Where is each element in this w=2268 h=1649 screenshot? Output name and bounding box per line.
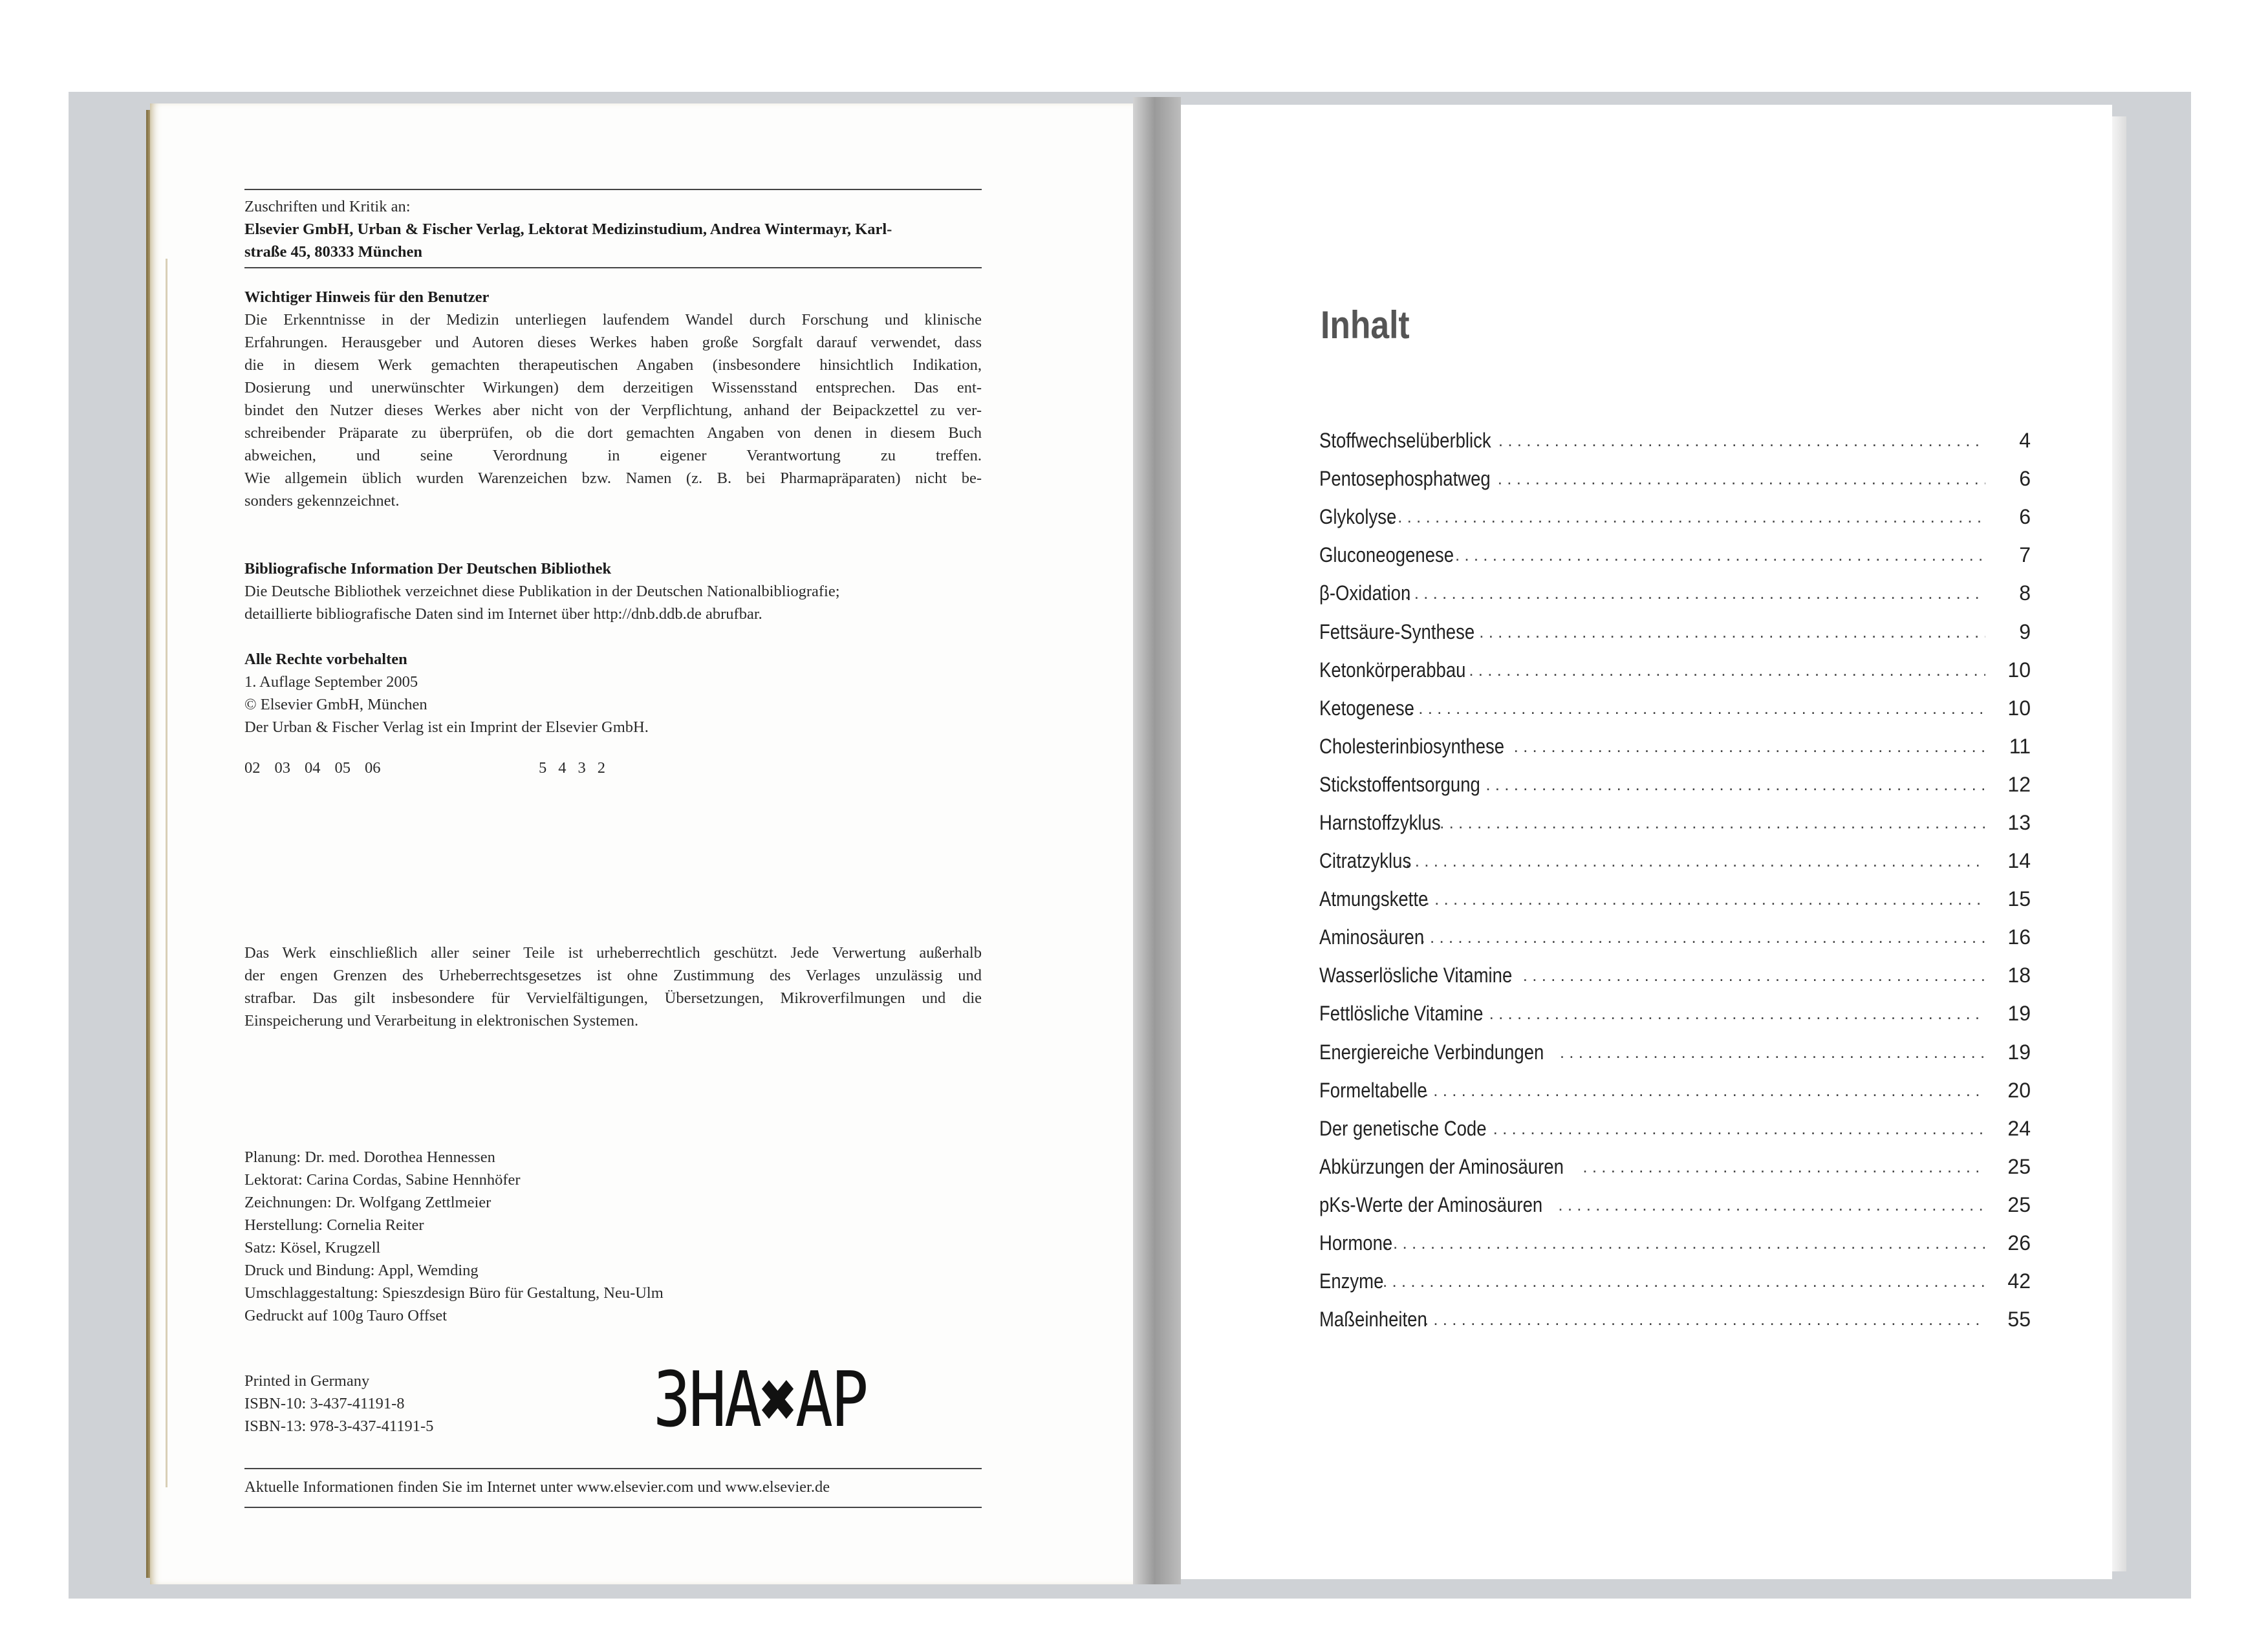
toc-entry [1319, 536, 2031, 574]
contact-heading: Zuschriften und Kritik an: [244, 198, 411, 215]
toc-entry-page: 6 [2019, 467, 2031, 491]
toc-leader-dots [1409, 698, 1985, 718]
text-line: Umschlaggestaltung: Spieszdesign Büro für Gestaltung, Neu-Ulm [244, 1284, 664, 1302]
page-stack-edge-right [2112, 116, 2126, 1571]
toc-entry [1319, 1262, 2031, 1300]
toc-leader-dots [1485, 775, 1985, 795]
toc-entry [1319, 766, 2031, 804]
toc-leader-dots [1421, 927, 1985, 947]
text-line: Die Erkenntnisse in der Medizin unterliegen laufendem Wandel durch Forschung und klinische [244, 311, 982, 329]
toc-entry-page: 42 [2007, 1269, 2031, 1293]
toc-entry-page: 16 [2007, 925, 2031, 949]
toc-leader-dots [1498, 431, 1985, 451]
toc-entry-page: 24 [2007, 1116, 2031, 1140]
page-stack-edge [166, 259, 167, 1487]
toc-entry [1319, 727, 2031, 766]
text-line: 1. Auflage September 2005 [244, 673, 418, 691]
toc-entry-page: 14 [2007, 849, 2031, 873]
text-line: Druck und Bindung: Appl, Wemding [244, 1262, 479, 1279]
text-line: die in diesem Werk gemachten therapeutischen Angaben (insbesondere hinsichtlich Indikation, [244, 356, 982, 374]
toc-entry-page: 19 [2007, 1002, 2031, 1026]
toc-entry [1319, 995, 2031, 1033]
text-line: Gedruckt auf 100g Tauro Offset [244, 1307, 448, 1324]
text-line: Die Deutsche Bibliothek verzeichnet diese Publikation in der Deutschen Nationalbibliografie; [244, 583, 840, 600]
toc-entry [1319, 880, 2031, 918]
print-year: 06 [365, 759, 381, 777]
toc-leader-dots [1479, 622, 1985, 642]
rights-text [244, 671, 982, 738]
notice-text [244, 308, 982, 512]
toc-entry [1319, 918, 2031, 956]
toc-entry-label: Wasserlösliche Vitamine [1319, 964, 1513, 987]
toc-leader-dots [1498, 469, 1985, 489]
toc-entry [1319, 612, 2031, 651]
toc-leader-dots [1493, 1119, 1985, 1139]
toc-entry-page: 13 [2007, 810, 2031, 834]
toc-entry-label: Maßeinheiten [1319, 1308, 1427, 1331]
print-year: 04 [305, 759, 321, 777]
notice-heading: Wichtiger Hinweis für den Benutzer [244, 288, 490, 306]
toc-entry-page: 12 [2007, 772, 2031, 796]
toc-entry-page: 18 [2007, 964, 2031, 987]
toc-entry-label: Stickstoffentsorgung [1319, 772, 1480, 796]
toc-entry-page: 7 [2019, 543, 2031, 567]
print-run: 3 [578, 759, 586, 777]
text-line: bindet den Nutzer dieses Werkes aber nicht von der Verpflichtung, anhand der Beipackzettel zu ver- [244, 402, 982, 419]
text-line: Einspeicherung und Verarbeitung in elektronischen Systemen. [244, 1012, 639, 1029]
toc-entry [1319, 1300, 2031, 1339]
toc-leader-dots [1424, 1081, 1985, 1101]
text-line: Printed in Germany [244, 1372, 370, 1390]
text-line: © Elsevier GmbH, München [244, 696, 427, 713]
toc-leader-dots [1489, 1004, 1985, 1024]
toc-entry [1319, 842, 2031, 880]
toc-entry-label: Formeltabelle [1319, 1078, 1427, 1102]
toc-entry [1319, 1224, 2031, 1262]
rule-contact-bottom [244, 267, 982, 268]
text-line: Dosierung und unerwünschter Wirkungen) dem derzeitigen Wissensstand entsprechen. Das ent- [244, 379, 982, 396]
credits-text [244, 1146, 982, 1327]
rule-footer-top [244, 1468, 982, 1469]
toc-entry-page: 4 [2019, 429, 2031, 453]
toc-entry-page: 11 [2009, 734, 2031, 758]
text-line: ISBN-13: 978-3-437-41191-5 [244, 1417, 434, 1435]
toc-entry [1319, 956, 2031, 995]
copyright-block [244, 942, 982, 1032]
toc-entry [1319, 1072, 2031, 1110]
toc-entry [1319, 574, 2031, 612]
toc-entry-page: 6 [2019, 505, 2031, 529]
toc-entry-label: Cholesterinbiosynthese [1319, 734, 1505, 758]
print-run: 5 [539, 759, 547, 777]
toc-entry [1319, 689, 2031, 727]
text-line: Herstellung: Cornelia Reiter [244, 1216, 424, 1234]
text-line: detaillierte bibliografische Daten sind im Internet über http://dnb.ddb.de abrufbar. [244, 605, 762, 623]
toc-entry-label: Atmungskette [1319, 887, 1429, 911]
toc-entry-page: 19 [2007, 1040, 2031, 1064]
print-year: 03 [274, 759, 290, 777]
toc-entry-label: Hormone [1319, 1231, 1393, 1255]
toc-entry [1319, 1148, 2031, 1186]
toc-leader-dots [1440, 813, 1985, 833]
toc-entry-label: Pentosephosphatweg [1319, 467, 1491, 491]
text-line: schreibender Präparate zu überprüfen, ob die dort gemachten Angaben von denen in diesem Buch [244, 424, 982, 442]
toc-entry-label: Abkürzungen der Aminosäuren [1319, 1154, 1564, 1178]
text-line: Wie allgemein üblich wurden Warenzeichen bzw. Namen (z. B. bei Pharmapräparaten) nicht be- [244, 469, 982, 487]
toc-leader-dots [1514, 737, 1985, 757]
toc-entry-page: 25 [2007, 1192, 2031, 1216]
toc-entry-label: Enzyme [1319, 1269, 1384, 1293]
toc-entry-label: Der genetische Code [1319, 1116, 1487, 1140]
print-run: 2 [597, 759, 605, 777]
toc-entry-page: 8 [2019, 581, 2031, 605]
text-line: Der Urban & Fischer Verlag ist ein Imprint der Elsevier GmbH. [244, 718, 649, 736]
print-year: 02 [244, 759, 261, 777]
toc-leader-dots [1582, 1157, 1985, 1177]
biblio-block [244, 557, 982, 625]
copyright-text [244, 942, 982, 1032]
toc-entry-label: Fettsäure-Synthese [1319, 620, 1475, 643]
toc-entry [1319, 651, 2031, 689]
contact-address-2: straße 45, 80333 München [244, 243, 422, 261]
contact-block [244, 195, 982, 263]
biblio-heading: Bibliografische Information Der Deutschen Bibliothek [244, 560, 612, 577]
toc-entry-page: 10 [2007, 696, 2031, 720]
toc-leader-dots [1374, 1271, 1985, 1291]
toc-entry [1319, 1186, 2031, 1224]
footer-text: Aktuelle Informationen finden Sie im Internet unter www.elsevier.com und www.elsevier.de [244, 1478, 830, 1496]
print-year: 05 [334, 759, 351, 777]
toc-entry [1319, 1033, 2031, 1072]
biblio-text [244, 580, 982, 625]
toc-leader-dots [1388, 507, 1985, 527]
toc-entry-label: pKs-Werte der Aminosäuren [1319, 1192, 1543, 1216]
toc-entry-page: 25 [2007, 1154, 2031, 1178]
rights-heading: Alle Rechte vorbehalten [244, 651, 407, 668]
toc-entry [1319, 804, 2031, 842]
toc-entry-page: 55 [2007, 1308, 2031, 1331]
toc-entry-label: Ketonkörperabbau [1319, 658, 1466, 682]
text-line: der engen Grenzen des Urheberrechtsgesetzes ist ohne Zustimmung des Verlages unzulässig und [244, 967, 982, 984]
toc-entry-page: 15 [2007, 887, 2031, 911]
toc-leader-dots [1560, 1042, 1985, 1062]
toc-entry [1319, 1110, 2031, 1148]
toc-leader-dots [1384, 1233, 1985, 1253]
rule-top [244, 189, 982, 190]
text-line: Lektorat: Carina Cordas, Sabine Hennhöfer [244, 1171, 521, 1189]
toc-leader-dots [1405, 583, 1985, 603]
text-line: Planung: Dr. med. Dorothea Hennessen [244, 1148, 495, 1166]
publisher-logo: ЗНА✖АР [653, 1355, 867, 1444]
toc-leader-dots [1425, 889, 1985, 909]
toc-entry-page: 26 [2007, 1231, 2031, 1255]
toc-entry-page: 20 [2007, 1078, 2031, 1102]
toc-title: Inhalt [1321, 303, 1410, 347]
text-line: Das Werk einschließlich aller seiner Teile ist urheberrechtlich geschützt. Jede Verwertung außerhalb [244, 944, 982, 962]
text-line: Satz: Kösel, Krugzell [244, 1239, 381, 1256]
rule-footer-bottom [244, 1507, 982, 1508]
toc-entry [1319, 422, 2031, 460]
text-line: strafbar. Das gilt insbesondere für Vervielfältigungen, Übersetzungen, Mikroverfilmungen und die [244, 989, 982, 1007]
toc-leader-dots [1558, 1195, 1985, 1215]
toc-entry-page: 10 [2007, 658, 2031, 682]
text-line: Erfahrungen. Herausgeber und Autoren dieses Werkes haben große Sorgfalt darauf verwendet, dass [244, 334, 982, 351]
toc-entry-label: Fettlösliche Vitamine [1319, 1002, 1484, 1026]
toc-leader-dots [1405, 851, 1985, 871]
toc-entry-label: Harnstoffzyklus [1319, 810, 1441, 834]
toc-entry-label: β-Oxidation [1319, 581, 1411, 605]
text-line: abweichen, und seine Verordnung in eigener Verantwortung zu treffen. [244, 447, 982, 464]
rights-block [244, 648, 982, 738]
toc-entry-label: Energiereiche Verbindungen [1319, 1040, 1544, 1064]
toc-leader-dots [1424, 1310, 1985, 1330]
text-line: ISBN-10: 3-437-41191-8 [244, 1395, 405, 1412]
notice-block [244, 286, 982, 512]
book-gutter [1133, 97, 1181, 1584]
toc-entry-label: Gluconeogenese [1319, 543, 1454, 567]
toc-leader-dots [1523, 965, 1985, 986]
print-run: 4 [558, 759, 567, 777]
toc-entry-label: Ketogenese [1319, 696, 1414, 720]
text-line: sonders gekennzeichnet. [244, 492, 400, 510]
contact-address-1: Elsevier GmbH, Urban & Fischer Verlag, Lektorat Medizinstudium, Andrea Wintermayr, Karl- [244, 221, 892, 238]
toc-entry-page: 9 [2019, 620, 2031, 643]
toc-entry [1319, 498, 2031, 536]
credits-block [244, 1146, 982, 1327]
toc-entry [1319, 460, 2031, 498]
print-numbers [244, 759, 605, 777]
toc-entry-label: Stoffwechselüberblick [1319, 429, 1491, 453]
toc-entry-label: Glykolyse [1319, 505, 1397, 529]
toc-leader-dots [1469, 660, 1985, 680]
text-line: Zeichnungen: Dr. Wolfgang Zettlmeier [244, 1194, 491, 1211]
toc-entry-label: Citratzyklus [1319, 849, 1412, 873]
footer-block [244, 1476, 982, 1498]
toc-leader-dots [1455, 545, 1985, 565]
toc-entry-label: Aminosäuren [1319, 925, 1425, 949]
table-of-contents [1319, 422, 2031, 1339]
